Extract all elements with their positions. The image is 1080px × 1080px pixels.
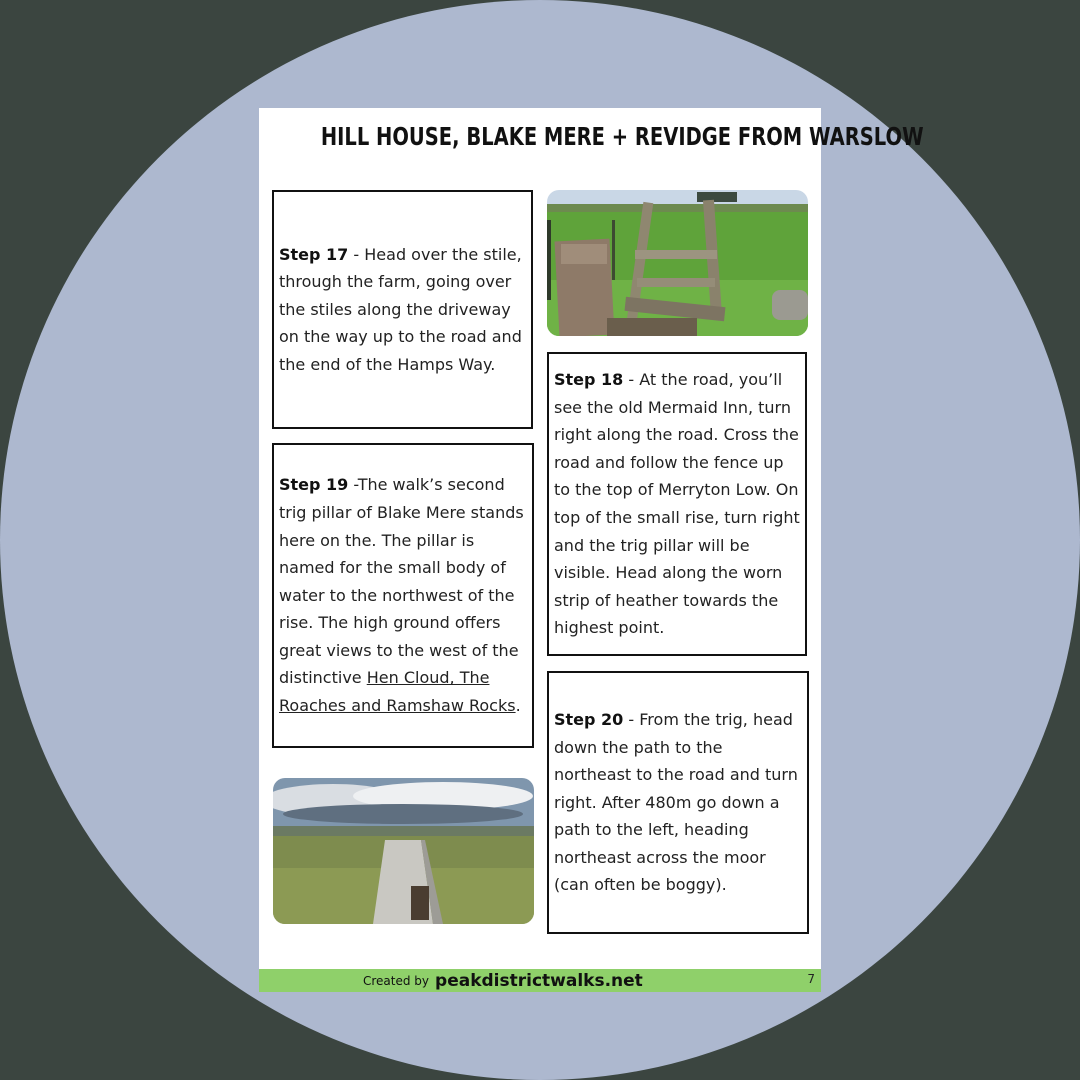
- credit: [363, 969, 643, 992]
- step-19-label: Step 19: [279, 475, 349, 495]
- step-20-box: [547, 671, 809, 934]
- step-17-text: Step 17 - Head over the stile, through the farm, going over the stiles along the driveway on the way up to the road and the end of the Hamps Way.: [279, 244, 522, 374]
- step-20-text: Step 20 - From the trig, head down the path to the northeast to the road and turn right. After 480m go down a path to the left, heading northeast across the moor (can often be boggy).: [554, 709, 798, 895]
- trig-pillar-image: [273, 778, 534, 924]
- stile-image: [547, 190, 808, 336]
- landmarks-link[interactable]: Hen Cloud, The Roaches and Ramshaw Rocks: [279, 668, 516, 716]
- trig-pillar-photo: [273, 778, 534, 924]
- site-link[interactable]: peakdistrictwalks.net: [435, 970, 643, 991]
- step-19-text: Step 19 -The walk’s second trig pillar of Blake Mere stands here on the. The pillar is named for the small body of water to the northwest of the rise. The high ground offers great views to the west of the distinctive Hen Cloud, The Roaches and Ramshaw Rocks.: [279, 475, 524, 716]
- created-by-label: Created by: [363, 973, 430, 988]
- page-number: 7: [807, 972, 815, 986]
- stile-photo: [547, 190, 808, 336]
- document-page: [259, 108, 924, 992]
- step-18-text: Step 18 - At the road, you’ll see the old Mermaid Inn, turn right along the road. Cross the road and follow the fence up to the top of Merryton Low. On top of the small rise, turn right and the trig pillar will be visible. Head along the worn strip of heather towards the highest point.: [554, 370, 800, 638]
- step-20-label: Step 20: [554, 709, 624, 729]
- page-title: HILL HOUSE, BLAKE MERE + REVIDGE FROM WARSLOW: [320, 122, 924, 151]
- step-18-label: Step 18: [554, 370, 624, 390]
- step-19-box: [272, 443, 534, 748]
- step-17-box: [272, 190, 533, 429]
- step-17-label: Step 17: [279, 244, 349, 264]
- footer-bar: [259, 969, 821, 992]
- step-18-box: [547, 352, 807, 656]
